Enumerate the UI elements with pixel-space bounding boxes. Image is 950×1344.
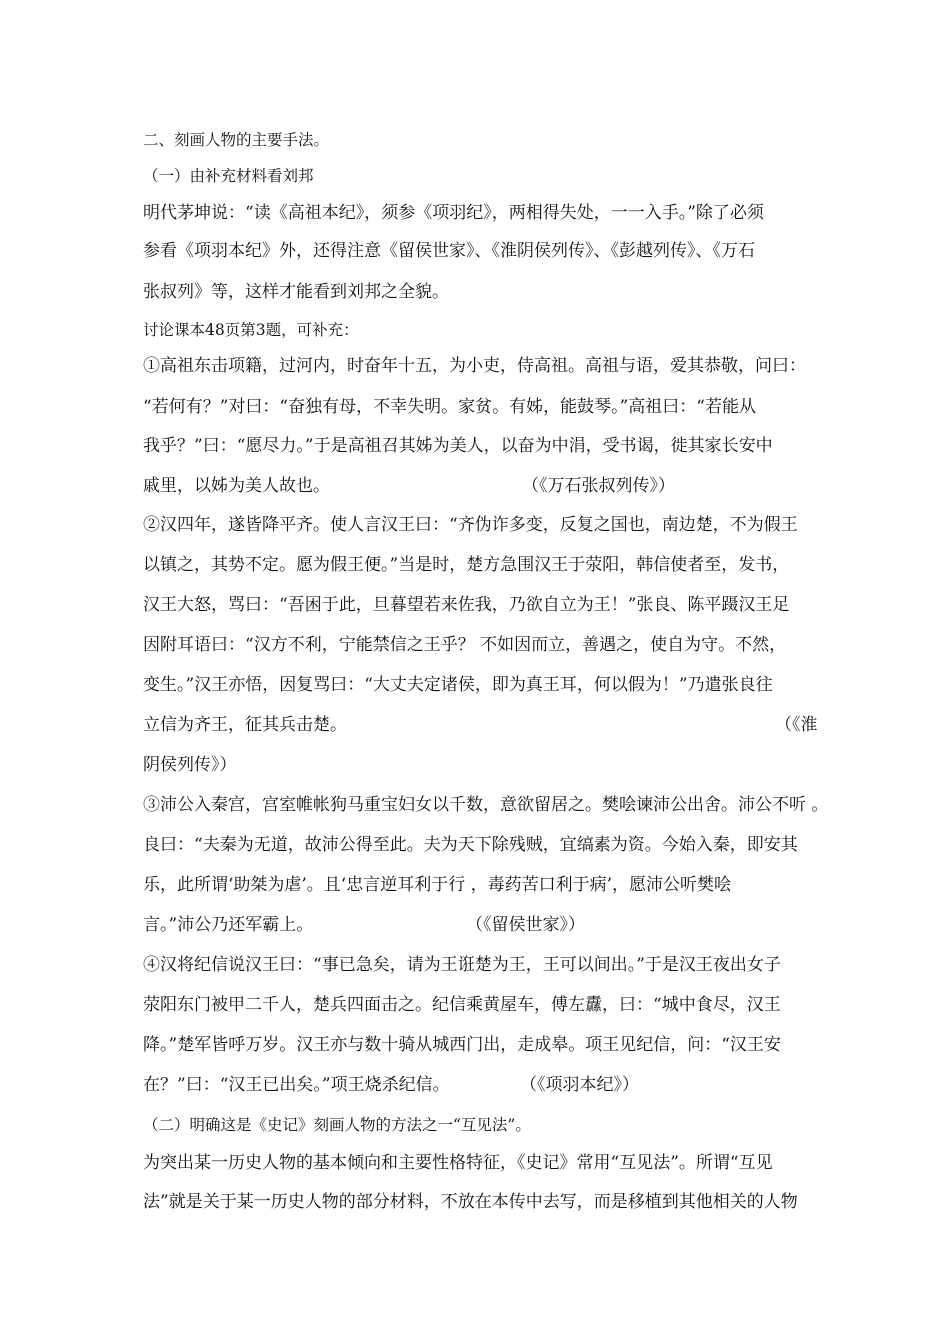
excerpt-4-line: 在？”曰：“汉王已出矣。”项王烧杀纪信。 [143, 1075, 450, 1095]
paragraph-line: 张叔列》等，这样才能看到刘邦之全貌。 [143, 282, 449, 302]
excerpt-2-line: ②汉四年，遂皆降平齐。使人言汉王曰：“齐伪诈多变，反复之国也，南边楚，不为假王 [143, 515, 798, 535]
excerpt-3-line: ③沛公入秦宫，宫室帷帐狗马重宝妇女以千数，意欲留居之。樊哙谏沛公出舍。沛公不听 。 [143, 795, 829, 815]
excerpt-2-line: 立信为齐王，征其兵击楚。 [143, 715, 347, 735]
paragraph-line: 为突出某一历史人物的基本倾向和主要性格特征，《史记》常用“互见法”。所谓“互见 [143, 1153, 773, 1173]
excerpt-4-line: 荥阳东门被甲二千人，楚兵四面击之。纪信乘黄屋车，傅左纛，曰：“城中食尽，汉王 [143, 995, 781, 1015]
excerpt-2-line: 因附耳语曰：“汉方不利，宁能禁信之王乎？ 不如因而立，善遇之，使自为守。不然， [143, 635, 787, 655]
excerpt-2-line: 以镇之，其势不定。愿为假王便。”当是时，楚方急围汉王于荥阳，韩信使者至，发书， [143, 555, 790, 575]
excerpt-4-source: （《项羽本纪》） [520, 1075, 639, 1095]
excerpt-1-source: （《万石张叔列传》） [522, 476, 675, 496]
excerpt-1-line: 我乎？”曰：“愿尽力。”于是高祖召其姊为美人，以奋为中涓，受书谒，徙其家长安中 [143, 436, 773, 456]
paragraph-line: 参看《项羽本纪》外，还得注意《留侯世家》、《淮阴侯列传》、《彭越列传》、《万石 [143, 241, 755, 261]
excerpt-1-line: “若何有？”对曰：“奋独有母，不幸失明。家贫。有姊，能鼓琴。”高祖曰：“若能从 [143, 397, 756, 417]
discussion-note: 讨论课本48页第3题，可补充： [143, 321, 359, 339]
excerpt-3-line: 乐，此所谓‘助桀为虐’。且‘忠言逆耳利于行 ，毒药苦口利于病’，愿沛公听樊哙 [143, 875, 732, 895]
subsection-heading-1: （一）由补充材料看刘邦 [143, 167, 314, 185]
paragraph-line: 法”就是关于某一历史人物的部分材料，不放在本传中去写，而是移植到其他相关的人物 [143, 1192, 798, 1212]
excerpt-4-line: 降。”楚军皆呼万岁。汉王亦与数十骑从城西门出，走成皋。项王见纪信，问：“汉王安 [143, 1035, 781, 1055]
excerpt-3-line: 言。”沛公乃还军霸上。 [143, 915, 314, 935]
excerpt-2-source: （《淮 [775, 715, 818, 735]
excerpt-1-line: 戚里，以姊为美人故也。 [143, 476, 330, 496]
excerpt-3-source: （《留侯世家》） [466, 915, 585, 935]
excerpt-1-line: ①高祖东击项籍，过河内，时奋年十五，为小吏，侍高祖。高祖与语，爱其恭敬，问曰： [143, 356, 806, 376]
excerpt-2-line: 阴侯列传》） [143, 755, 237, 775]
excerpt-2-line: 变生。”汉王亦悟，因复骂曰：“大丈夫定诸侯，即为真王耳，何以假为！”乃遣张良往 [143, 675, 773, 695]
excerpt-2-line: 汉王大怒，骂曰：“吾困于此，旦暮望若来佐我，乃欲自立为王！”张良、陈平蹑汉王足 [143, 595, 790, 615]
paragraph-line: 明代茅坤说：“读《高祖本纪》，须参《项羽纪》，两相得失处，一一入手。”除了必须 [143, 203, 764, 223]
subsection-heading-2: （二）明确这是《史记》刻画人物的方法之一“互见法”。 [143, 1116, 531, 1134]
excerpt-3-line: 良曰：“夫秦为无道，故沛公得至此。夫为天下除残贼，宜缟素为资。今始入秦，即安其 [143, 835, 798, 855]
excerpt-4-line: ④汉将纪信说汉王曰：“事已急矣，请为王诳楚为王，王可以间出。”于是汉王夜出女子 [143, 955, 781, 975]
section-heading: 二、刻画人物的主要手法。 [143, 131, 330, 149]
